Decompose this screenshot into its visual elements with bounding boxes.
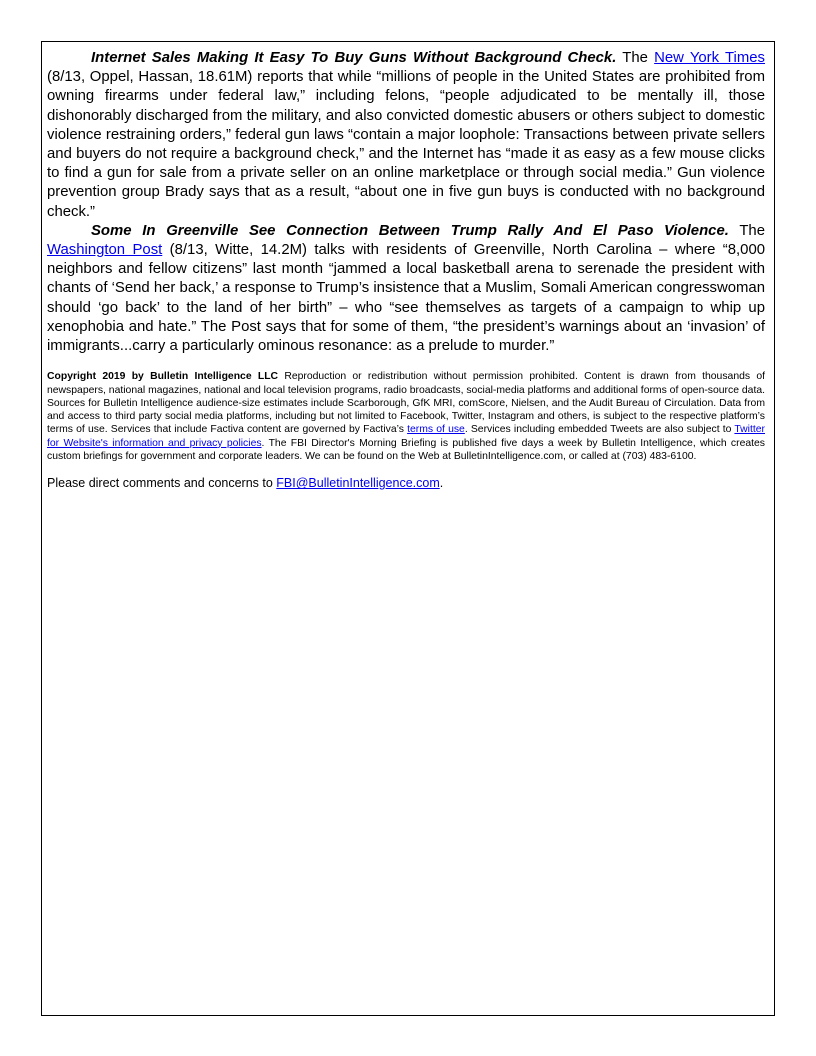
contact-end: . xyxy=(439,476,444,491)
contact-line xyxy=(47,476,765,491)
copyright-text: . The FBI Director's Morning Briefing is published five days a week by Bulletin Intelligence, which creates custom briefings for government and corporate leaders. We can be found on the Web at BulletinIntelligence.com, or called at (703) 483-6100. xyxy=(47,437,765,463)
source-link-wapo[interactable]: Washington Post xyxy=(47,242,163,259)
briefing-content xyxy=(47,49,765,491)
story-gun-sales xyxy=(47,49,765,222)
twitter-policy-link[interactable]: Twitter for Website's information and privacy policies xyxy=(47,424,765,449)
copyright-notice xyxy=(47,370,765,463)
terms-of-use-link[interactable]: terms of use xyxy=(407,424,465,436)
contact-email-link[interactable]: FBI@BulletinIntelligence.com xyxy=(276,476,440,491)
story-body: (8/13, Oppel, Hassan, 18.61M) reports that while “millions of people in the United States are prohibited from owning firearms under federal law,” including felons, “people adjudicated to be mentally ill, those dishonorably discharged from the military, and also convicted domestic abusers or others subject to domestic violence restraining orders,” federal gun laws “contain a major loophole: Transactions between private sellers and buyers do not require a background check,” and the Internet has “made it as easy as a few mouse clicks to find a gun for sale from a private seller on an online marketplace or through social media.” Gun violence prevention group Brady says that as a result, “about one in five gun buys is conducted with no background check.” xyxy=(47,69,765,220)
copyright-lead: Copyright 2019 by Bulletin Intelligence LLC xyxy=(47,371,279,383)
story-greenville xyxy=(47,222,765,356)
contact-text: Please direct comments and concerns to xyxy=(47,476,277,491)
story-headline: Internet Sales Making It Easy To Buy Guns Without Background Check. xyxy=(91,50,617,66)
story-headline: Some In Greenville See Connection Between Trump Rally And El Paso Violence. xyxy=(91,222,729,239)
story-body: (8/13, Witte, 14.2M) talks with residents of Greenville, North Carolina – where “8,000 neighbors and fellow citizens” last month “jammed a local basketball arena to serenade the president with chants of ‘Send her back,’ a response to Trump’s insistence that a Muslim, Somali American congresswoman should ‘go back’ to the land of her birth” – who “see themselves as targets of a campaign to whip up xenophobia and hate.” The Post says that for some of them, “the president’s warnings about an ‘invasion’ of immigrants...carry a particularly ominous resonance: as a prelude to murder.” xyxy=(47,242,766,355)
story-intro: The xyxy=(616,50,655,66)
copyright-text: Reproduction or redistribution without permission prohibited. Content is drawn from thousands of newspapers, national magazines, national and local television programs, radio broadcasts, social-media platforms and additional forms of open-source data. Sources for Bulletin Intelligence audience-size estimates include Scarborough, GfK MRI, comScore, Nielsen, and the Audit Bureau of Circulation. Data from and access to third party social media platforms, including but not limited to Facebook, Twitter, Instagram and others, is subject to the respective platform’s terms of use. Services that include Factiva content are governed by Factiva’s xyxy=(47,371,765,436)
copyright-text: . Services including embedded Tweets are also subject to xyxy=(464,424,735,436)
source-link-nyt[interactable]: New York Times xyxy=(654,50,765,66)
story-intro: The xyxy=(728,222,765,239)
